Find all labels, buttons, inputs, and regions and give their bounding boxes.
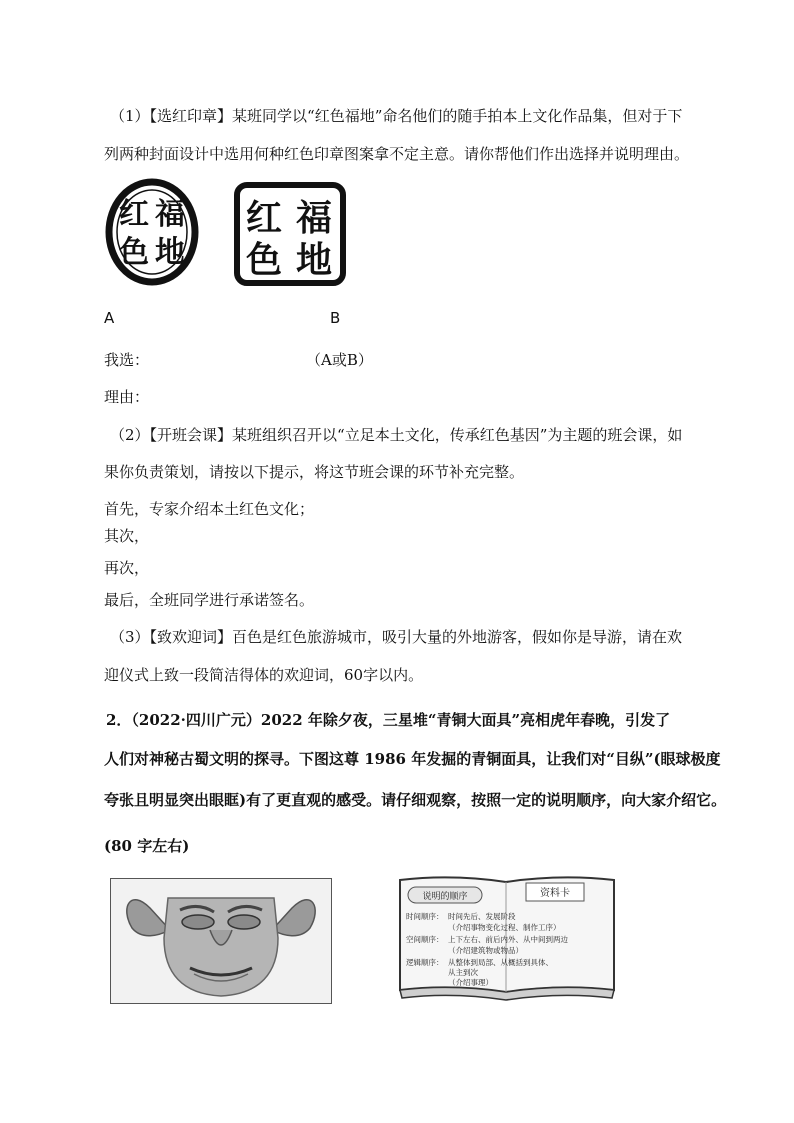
card-row-label-space: 空间顺序： (406, 935, 444, 944)
part3-line2: 迎仪式上致一段简洁得体的欢迎词，60字以内。 (104, 666, 424, 684)
choose-hint: （A或B） (306, 351, 373, 369)
card-row-text-logic-note: （介绍事理） (448, 978, 493, 987)
seal-a-char-3: 福 (155, 197, 185, 232)
card-row-text-time: 时间先后、发展阶段 (448, 912, 516, 921)
reference-card (396, 872, 618, 1004)
card-row-text-space-note: （介绍建筑物或物品） (448, 946, 523, 955)
card-row-text-space: 上下左右、前后内外、从中间到两边 (448, 935, 568, 944)
step-second: 其次， (104, 527, 150, 545)
reason-label: 理由： (104, 388, 150, 406)
step-last: 最后，全班同学进行承诺签名。 (104, 591, 315, 609)
step-first: 首先，专家介绍本土红色文化； (104, 500, 315, 518)
card-tag: 资料卡 (540, 888, 570, 899)
seal-a-char-4: 地 (155, 235, 185, 270)
seal-b-char-3: 福 (295, 197, 333, 239)
seal-a-char-1: 红 (119, 197, 149, 232)
seal-a-image (104, 176, 200, 288)
card-row-label-logic: 逻辑顺序： (406, 958, 444, 967)
seal-b-char-4: 地 (295, 239, 333, 281)
seal-b-label: B (330, 309, 341, 327)
card-row-text-time-note: （介绍事物变化过程、制作工序） (448, 923, 561, 932)
card-header: 说明的顺序 (422, 892, 468, 902)
part1-line2: 列两种封面设计中选用何种红色印章图案拿不定主意。请你帮他们作出选择并说明理由。 (104, 145, 690, 163)
seal-a-label: A (104, 309, 115, 327)
q2-line1: 2．（2022·四川广元）2022 年除夕夜，三星堆“青铜大面具”亮相虎年春晚，引发了 (106, 711, 671, 729)
part1-line1: （1）【选红印章】某班同学以“红色福地”命名他们的随手拍本上文化作品集，但对于下 (110, 107, 683, 125)
seal-b-image (234, 182, 346, 286)
part2-line2: 果你负责策划，请按以下提示，将这节班会课的环节补充完整。 (104, 463, 525, 481)
bronze-mask-photo (110, 878, 332, 1004)
seal-b-char-2: 色 (245, 239, 283, 281)
part3-line1: （3）【致欢迎词】百色是红色旅游城市，吸引大量的外地游客，假如你是导游，请在欢 (110, 628, 683, 646)
card-row-text-logic-2: 从主到次 (448, 968, 478, 977)
seal-b-char-1: 红 (245, 197, 283, 239)
choose-label: 我选： (104, 351, 150, 369)
card-row-label-time: 时间顺序： (406, 912, 444, 921)
card-row-text-logic: 从整体到局部、从概括到具体、 (448, 958, 553, 967)
part2-line1: （2）【开班会课】某班组织召开以“立足本土文化，传承红色基因”为主题的班会课，如 (110, 426, 683, 444)
step-third: 再次， (104, 559, 150, 577)
q2-line2: 人们对神秘古蜀文明的探寻。下图这尊 1986 年发掘的青铜面具，让我们对“目纵”(眼球极度 (104, 750, 721, 768)
seal-a-char-2: 色 (119, 235, 149, 270)
q2-line4: (80 字左右) (104, 837, 190, 855)
q2-line3: 夸张且明显突出眼眶)有了更直观的感受。请仔细观察，按照一定的说明顺序，向大家介绍它。 (104, 791, 727, 809)
